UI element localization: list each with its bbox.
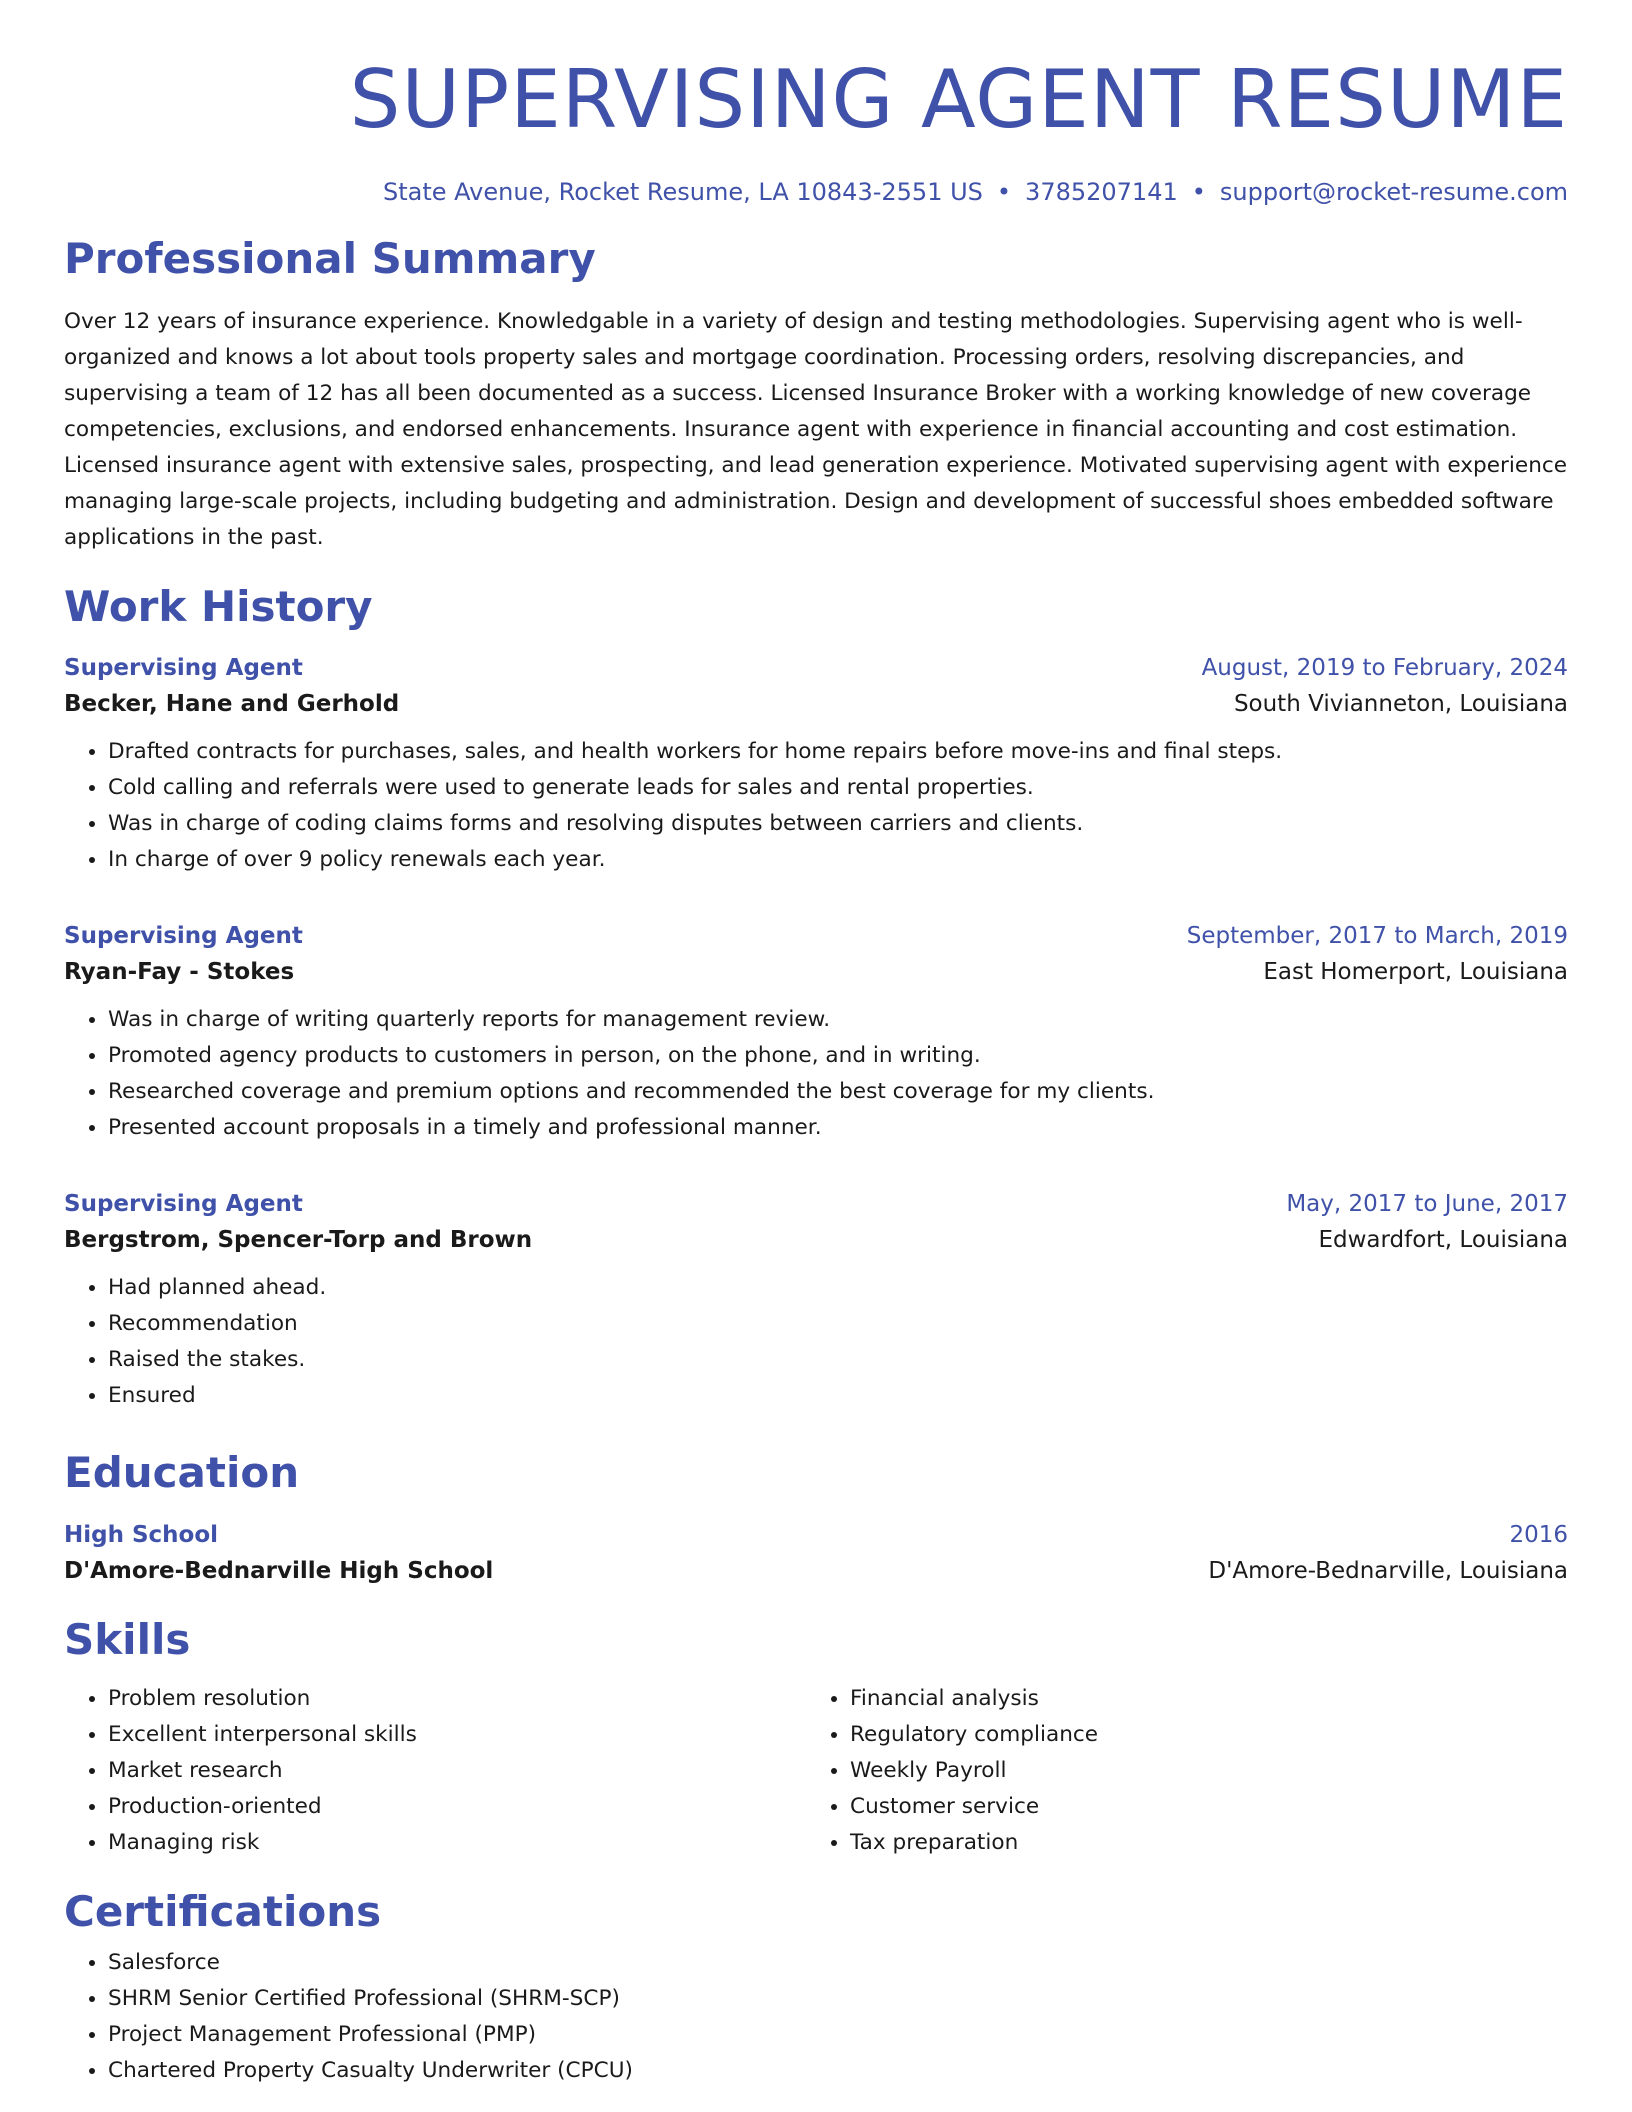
- skill-item: • Market research: [108, 1753, 806, 1789]
- job-role: Supervising Agent: [64, 923, 303, 950]
- skill-item: • Regulatory compliance: [850, 1717, 1548, 1753]
- certification-item: • SHRM Senior Certified Professional (SHRM-SCP): [108, 1981, 1568, 2017]
- skills-list-left: [64, 1681, 806, 1861]
- skill-item: • Problem resolution: [108, 1681, 806, 1717]
- job-dates: May, 2017 to June, 2017: [1286, 1191, 1568, 1218]
- job-role: Supervising Agent: [64, 1191, 303, 1218]
- job-company: Bergstrom, Spencer-Torp and Brown: [64, 1227, 533, 1254]
- job-bullet: • Ensured: [108, 1378, 1568, 1414]
- skill-item: • Weekly Payroll: [850, 1753, 1548, 1789]
- work-history-heading: Work History: [64, 582, 373, 632]
- skills-columns: [64, 1681, 1568, 1861]
- job-bullets: [64, 1002, 1568, 1146]
- job-location: Edwardfort, Louisiana: [1318, 1227, 1568, 1254]
- skills-heading: Skills: [64, 1614, 191, 1664]
- education-location: D'Amore-Bednarville, Louisiana: [1208, 1557, 1568, 1584]
- skill-item: • Excellent interpersonal skills: [108, 1717, 806, 1753]
- skill-item: • Financial analysis: [850, 1681, 1548, 1717]
- job-dates: August, 2019 to February, 2024: [1201, 655, 1568, 682]
- certification-item: • Project Management Professional (PMP): [108, 2017, 1568, 2053]
- education-degree: High School: [64, 1521, 219, 1548]
- job-bullet: • Recommendation: [108, 1306, 1568, 1342]
- job-location: South Vivianneton, Louisiana: [1233, 691, 1568, 718]
- skill-item: • Tax preparation: [850, 1825, 1548, 1861]
- contact-line: [64, 178, 1568, 206]
- education-entry: [64, 1519, 1568, 1591]
- job-bullet: • Was in charge of coding claims forms and resolving disputes between carriers and clients.: [108, 806, 1568, 842]
- job-bullet: • Presented account proposals in a timely and professional manner.: [108, 1110, 1568, 1146]
- skill-item: • Managing risk: [108, 1825, 806, 1861]
- certifications-list: [64, 1945, 1568, 2089]
- job-bullet: • In charge of over 9 policy renewals each year.: [108, 842, 1568, 878]
- job-bullet: • Researched coverage and premium options and recommended the best coverage for my clients.: [108, 1074, 1568, 1110]
- skill-item: • Customer service: [850, 1789, 1548, 1825]
- job-entry: [64, 920, 1568, 1146]
- certification-item: • Chartered Property Casualty Underwriter (CPCU): [108, 2053, 1568, 2089]
- job-company: Becker, Hane and Gerhold: [64, 691, 400, 718]
- job-bullet: • Had planned ahead.: [108, 1270, 1568, 1306]
- certifications-heading: Certifications: [64, 1886, 382, 1936]
- education-heading: Education: [64, 1448, 300, 1498]
- job-bullet: • Cold calling and referrals were used to generate leads for sales and rental properties.: [108, 770, 1568, 806]
- job-bullet: • Promoted agency products to customers in person, on the phone, and in writing.: [108, 1038, 1568, 1074]
- contact-address: State Avenue, Rocket Resume, LA 10843-2551 US: [383, 178, 983, 206]
- job-bullet: • Raised the stakes.: [108, 1342, 1568, 1378]
- job-entry: [64, 652, 1568, 878]
- contact-phone: 3785207141: [1025, 178, 1178, 206]
- contact-email[interactable]: support@rocket-resume.com: [1219, 178, 1568, 206]
- job-bullet: • Drafted contracts for purchases, sales, and health workers for home repairs before move-ins and final steps.: [108, 734, 1568, 770]
- job-dates: September, 2017 to March, 2019: [1186, 923, 1568, 950]
- education-school: D'Amore-Bednarville High School: [64, 1557, 494, 1584]
- job-role: Supervising Agent: [64, 655, 303, 682]
- job-bullet: • Was in charge of writing quarterly reports for management review.: [108, 1002, 1568, 1038]
- summary-heading: Professional Summary: [64, 234, 596, 283]
- job-entry: [64, 1188, 1568, 1414]
- job-location: East Homerport, Louisiana: [1263, 959, 1568, 986]
- skills-list-right: [806, 1681, 1548, 1861]
- job-bullets: [64, 734, 1568, 878]
- contact-separator: •: [1191, 178, 1206, 206]
- education-year: 2016: [1509, 1521, 1568, 1548]
- contact-separator: •: [996, 178, 1012, 206]
- summary-text: Over 12 years of insurance experience. Knowledgable in a variety of design and testing methodologies. Supervising agent who is well-organized and knows a lot about tools property sales and mortgage coordination. Processing orders, resolving discrepancies, and supervising a team of 12 has all been documented as a success. Licensed Insurance Broker with a working knowledge of new coverage competencies, exclusions, and endorsed enhancements. Insurance agent with experience in financial accounting and cost estimation. Licensed insurance agent with extensive sales, prospecting, and lead generation experience. Motivated supervising agent with experience managing large-scale projects, including budgeting and administration. Design and development of successful shoes embedded software applications in the past.: [64, 309, 1568, 551]
- job-bullets: [64, 1270, 1568, 1414]
- skill-item: • Production-oriented: [108, 1789, 806, 1825]
- job-company: Ryan-Fay - Stokes: [64, 959, 295, 986]
- certification-item: • Salesforce: [108, 1945, 1568, 1981]
- resume-title: SUPERVISING AGENT RESUME: [349, 53, 1568, 146]
